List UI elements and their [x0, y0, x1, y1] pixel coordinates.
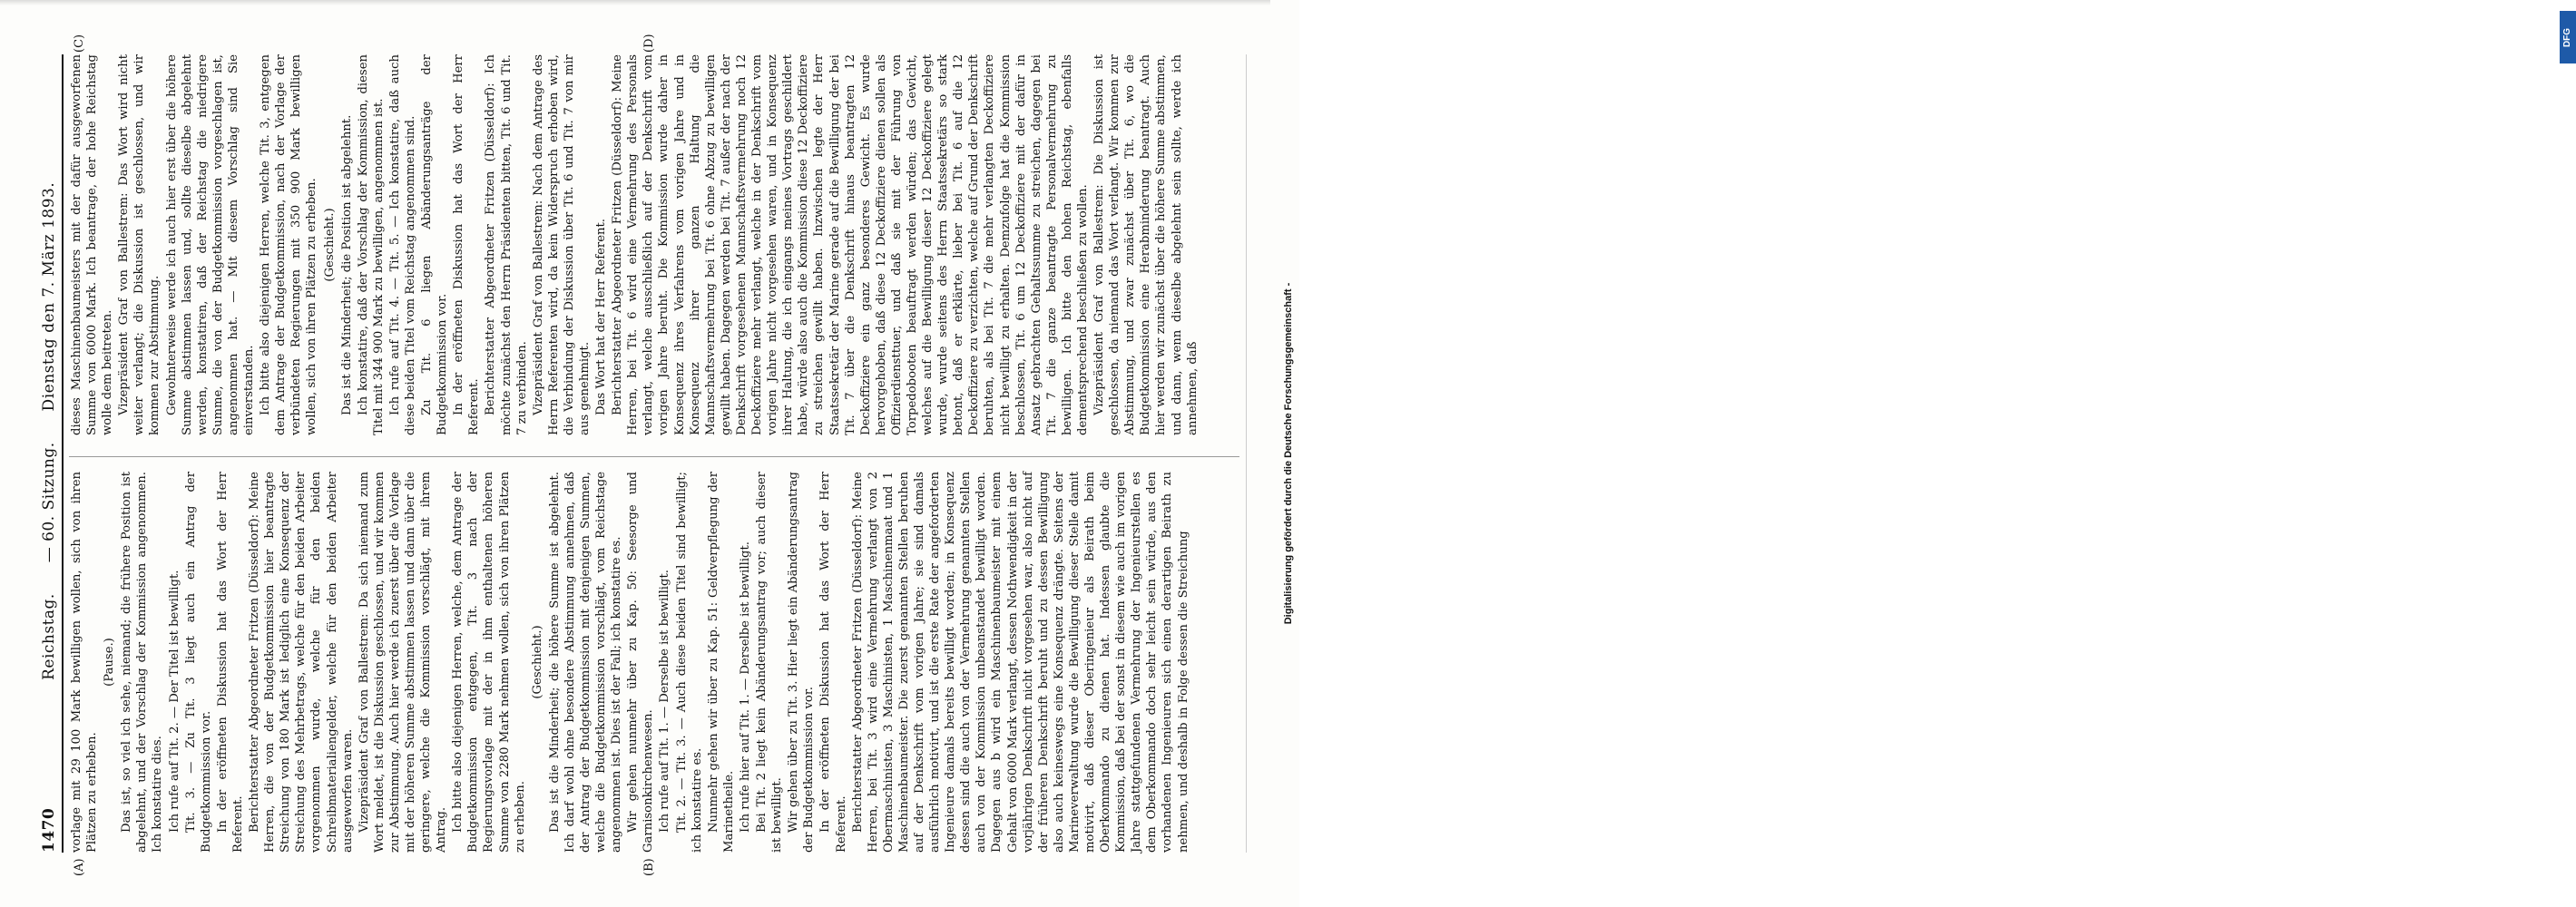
paragraph: Das Wort hat der Herr Referent. — [594, 219, 609, 415]
paragraph: Zu Tit. 6 liegen Abänderungsanträge der Budgetkommission vor. — [420, 54, 450, 435]
margin-marker-d: (D) — [642, 34, 656, 53]
paragraph: Vizepräsident Graf von Ballestrem: Nach dem Antrage des Herrn Referenten wird, da kein Widerspruch erhoben wird, die Verbindung der Diskussion über Tit. 6 und Tit. 7 von mir aus genehmigt. — [531, 54, 592, 435]
paragraph: Berichterstatter Abgeordneter Fritzen (Düsseldorf): Ich möchte zunächst den Herrn Präsidenten bitten, Tit. 6 und Tit. 7 zu verbinden. — [484, 54, 529, 435]
paragraph: Das ist, so viel ich sehe, niemand; die frühere Position ist abgelehnt, und der Vorschlag der Kommission angenommen. Ich konstatire dies. — [120, 472, 165, 853]
paragraph: Ich rufe auf Tit. 1. — Derselbe ist bewilligt. — [658, 570, 672, 833]
paragraph: In der eröffneten Diskussion hat das Wort der Herr Referent. — [215, 472, 245, 853]
paragraph: (Geschieht.) — [322, 208, 337, 282]
paragraph: Ich rufe auf Tit. 2. — Der Titel ist bewilligt. — [167, 570, 181, 833]
paragraph: Ich rufe hier auf Tit. 1. — Derselbe ist bewilligt. — [738, 541, 752, 833]
text-column-right — [69, 54, 1239, 435]
text-column-left — [69, 472, 1239, 853]
paragraph: Ich bitte also diejenigen Herren, welche, dem Antrage der Budgetkommission entgegen, Tit. 3 nach der Regierungsvorlage mit der in ihm enthaltenen höheren Summe von 2280 Mark nehmen wollen, sich von ihren Plätzen zu erheben. — [451, 472, 527, 853]
margin-marker-c: (C) — [73, 34, 86, 53]
paragraph: (Geschieht.) — [530, 625, 544, 699]
paragraph: Vizepräsident Graf von Ballestrem: Die Diskussion ist geschlossen, da niemand das Wort verlangt. Wir kommen zur Abstimmung, und zwar zunächst über Tit. 6, wo die Budgetkommission eine Herabminderung beantragt. Auch hier werden wir zunächst über die höhere Summe abstimmen, und dann, wenn dieselbe abgelehnt sein sollte, werde ich annehmen, daß — [1092, 54, 1200, 435]
paragraph: Berichterstatter Abgeordneter Fritzen (Düsseldorf): Meine Herren, die von der Budgetkommission hier beantragte Streichung von 180 Mark ist lediglich eine Konsequenz der Streichung des Mehrbetrags, welche für den beiden Arbeiter vorgenommen wurde, welche für den beiden Schreibmaterialiengelder, welche für den beiden Arbeiter ausgeworfen waren. — [248, 472, 355, 853]
paragraph: Wir gehen nunmehr über zu Kap. 50: Seesorge und Garnisonkirchenwesen. — [626, 472, 656, 853]
paragraph: Ich rufe auf Tit. 4. — Tit. 5. — Ich konstatire, daß auch diese beiden Titel vom Reichstag angenommen sind. — [387, 54, 417, 435]
head-title-group — [40, 54, 58, 808]
paragraph: Vizepräsident Graf von Ballestrem: Da sich niemand zum Wort meldet, ist die Diskussion geschlossen, und wir kommen zur Abstimmung. Auch hier werde ich zuerst über die Vorlage mit der höheren Summe abstimmen lassen und dann über die geringere, welche die Kommission vorschlägt, mit ihrem Antrag. — [357, 472, 449, 853]
paragraph: Berichterstatter Abgeordneter Fritzen (Düsseldorf): Meine Herren, bei Tit. 6 wird eine Vermehrung des Personals verlangt, welche ausschließlich auf der Denkschrift vom vorigen Jahre beruht. Die Kommission wurde daher in Konsequenz ihres Verfahrens vom vorigen Jahre und in Konsequenz ihrer ganzen Haltung die Mannschaftsvermehrung bei Tit. 6 ohne Abzug zu bewilligen gewillt haben. Dagegen werden bei Tit. 7 außer der nach der Denkschrift vorgesehenen Mannschaftsvermehrung noch 12 Deckoffiziere mehr verlangt, welche in der Denkschrift vom vorigen Jahre nicht vorgesehen waren, und in Konsequenz ihrer Haltung, die ich eingangs meines Vortrags geschildert habe, würde also auch die Kommission diese 12 Deckoffiziere zu streichen gewillt haben. Inzwischen legte der Herr Staatssekretär der Marine gerade auf die Bewilligung der bei Tit. 7 über die Denkschrift hinaus beantragten 12 Deckoffiziere ein ganz besonderes Gewicht. Es wurde hervorgehoben, daß diese 12 Deckoffiziere dienen sollen als Offizierdiensttuer, und daß sie mit der Führung von Torpedobooten beauftragt werden würden; das Gewicht, welches auf die Bewilligung dieser 12 Deckoffiziere gelegt wurde, wurde seitens des Herrn Staatssekretärs so stark betont, daß er erklärte, lieber bei Tit. 6 auf die 12 Deckoffiziere zu verzichten, welche auf Grund der Denkschrift beruhten, als bei Tit. 7 die mehr verlangten Deckoffiziere nicht bewilligt zu erhalten. Demzufolge hat die Kommission beschlossen, Tit. 6 um 12 Deckoffiziere mit der dafür in Ansatz gebrachten Gehaltssumme zu streichen, dagegen bei Tit. 7 die ganze beantragte Personalvermehrung zu bewilligen. Ich bitte den hohen Reichstag, ebenfalls dementsprechend beschließen zu wollen. — [611, 54, 1090, 435]
paragraph: (Pause.) — [103, 638, 117, 687]
paragraph: Bei Tit. 2 liegt kein Abänderungsantrag vor; auch dieser ist bewilligt. — [755, 472, 785, 853]
paragraph: vorlage mit 29 100 Mark bewilligen wollen, sich von ihren Plätzen zu erheben. — [70, 472, 100, 853]
paragraph: Wir gehen über zu Tit. 3. Hier liegt ein Abänderungsantrag der Budgetkommission vor. — [787, 472, 817, 853]
column-divider — [69, 456, 1239, 457]
attribution-text: Digitalisierung gefördert durch die Deutsche Forschungsgemeinschaft - — [1283, 282, 1294, 625]
paragraph: Tit. 2. — Tit. 3. — Auch diese beiden Titel sind bewilligt; ich konstatire es. — [674, 472, 704, 853]
footer-rule — [1246, 54, 1247, 853]
scan-edge-shadow — [0, 0, 1270, 5]
paragraph: Tit. 3. — Zu Tit. 3 liegt auch ein Antrag der Budgetkommission vor. — [183, 472, 213, 853]
paragraph: Berichterstatter Abgeordneter Fritzen (Düsseldorf): Meine Herren, bei Tit. 3 wird eine Vermehrung verlangt von 2 Obermaschinisten, 3 Maschinisten, 1 Maschinenmaat und 1 Maschinenbaumeister. Die zuerst genannten Stellen beruhen auf der Denkschrift vom vorigen Jahre; sie sind damals ausführlich motivirt, und ist die erste Rate der angeforderten Ingenieure damals bereits bewilligt worden; in Konsequenz dessen sind die auch von der Vermehrung genannten Stellen auch von der Kommission unbeanstandet bewilligt worden. Dagegen aus b wird ein Maschinenbaumeister mit einem Gehalt von 6000 Mark verlangt, dessen Nothwendigkeit in der vorjährigen Denkschrift nicht vorgesehen war, also nicht auf der früheren Denkschrift beruht und zu dessen Bewilligung also auch keineswegs eine Konsequenz drängte. Seitens der Marineverwaltung wurde die Bewilligung dieser Stelle damit motivirt, daß dieser Oberingenieur als Beirath beim Oberkommando zu dienen hat. Indessen glaubte die Kommission, daß bei der sonst in diesem wie auch im vorigen Jahre stattgefundenen Vermehrung der Ingenieurstellen es dem Oberkommando doch sehr leicht sein würde, aus den vorhandenen Ingenieuren sich einen derartigen Beirath zu nehmen, und deshalb in Folge dessen die Streichung — [850, 472, 1190, 853]
paragraph: Gewohnterweise werde ich auch hier erst über die höhere Summe abstimmen lassen und, sollte dieselbe abgelehnt werden, konstatiren, daß der Reichstag die niedrigere Summe, die von der Budgetkommission vorgeschlagen ist, angenommen hat. — Mit diesem Vorschlag sind Sie einverstanden. — [164, 54, 257, 435]
head-title: Reichstag. — [40, 593, 58, 680]
running-head — [27, 54, 64, 853]
head-session: — 60. Sitzung. — [40, 442, 58, 563]
rotated-sheet — [16, 27, 1278, 880]
paragraph: dieses Maschinenbaumeisters mit der dafür ausgeworfenen Summe von 6000 Mark. Ich beantrage, der hohe Reichstag wolle dem beitreten. — [70, 54, 115, 435]
paragraph: In der eröffneten Diskussion hat das Wort der Herr Referent. — [452, 54, 482, 435]
margin-marker-b: (B) — [642, 858, 656, 876]
paragraph: Das ist die Minderheit; die Position ist abgelehnt. — [339, 114, 354, 415]
paragraph: Ich bitte also diejenigen Herren, welche Tit. 3, entgegen dem Antrage der Budgetkommission, nach der Vorlage der verbündeten Regierungen mit 350 900 Mark bewilligen wollen, sich von ihren Plätzen zu erheben. — [259, 54, 319, 435]
paragraph: Nunmehr gehen wir über zu Kap. 51: Geldverpflegung der Marinetheile. — [706, 472, 736, 853]
paragraph: Das ist die Minderheit; die höhere Summe ist abgelehnt. Ich darf wohl ohne besondere Abstimmung annehmen, daß der Antrag der Budgetkommission mit denjenigen Summen, welche die Budgetkommission vorschlägt, vom Reichstage angenommen ist. Dies ist der Fall; ich konstatire es. — [547, 472, 624, 853]
paragraph: In der eröffneten Diskussion hat das Wort der Herr Referent. — [818, 472, 848, 853]
paragraph: Vizepräsident Graf von Ballestrem: Das Wort wird nicht weiter verlangt; die Diskussion ist geschlossen, und wir kommen zur Abstimmung. — [117, 54, 162, 435]
dfg-logo — [2560, 11, 2576, 63]
paragraph: Ich konstatire, daß der Vorschlag der Kommission, diesen Titel mit 344 900 Mark zu bewilligen, angenommen ist. — [356, 54, 386, 435]
head-date: Dienstag den 7. März 1893. — [40, 181, 58, 412]
page-number: 1470 — [40, 807, 58, 853]
dfg-logo-text: DFG — [2562, 27, 2573, 47]
margin-marker-a: (A) — [73, 858, 86, 876]
